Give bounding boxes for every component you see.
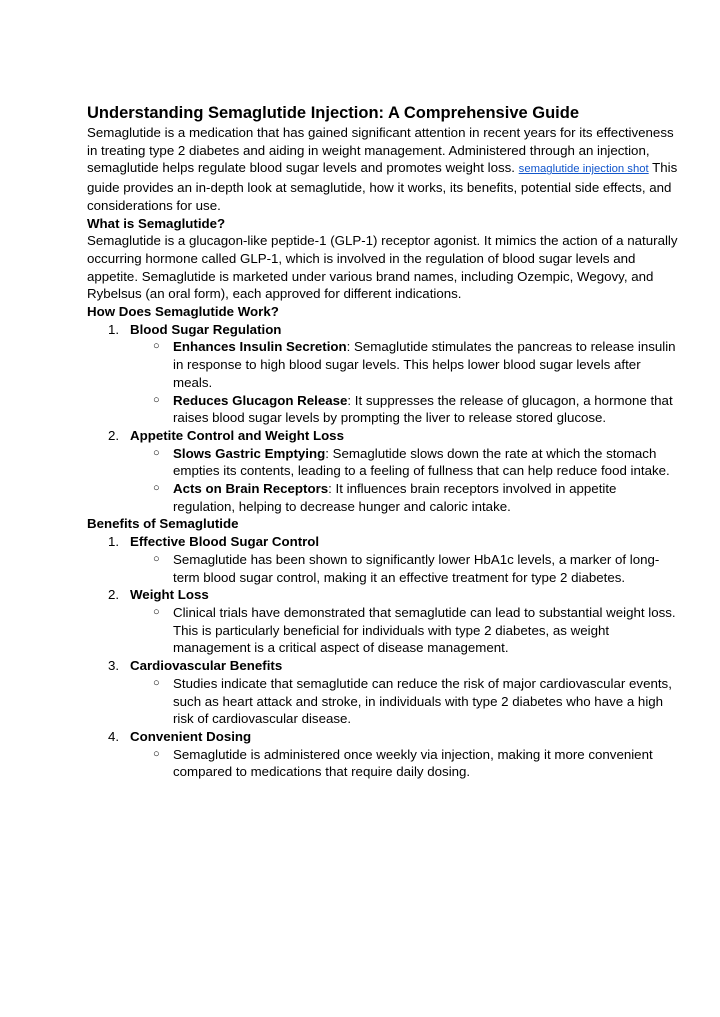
- sub-list-item: [130, 675, 680, 728]
- list-item-title: Effective Blood Sugar Control: [130, 534, 320, 550]
- hollow-bullet-icon: ○: [153, 552, 160, 565]
- list-number: 4.: [108, 728, 120, 744]
- list-item-title: Weight Loss: [130, 587, 209, 603]
- list-number: 1.: [108, 321, 120, 337]
- benefits-list: [87, 533, 680, 781]
- sub-item-text: Clinical trials have demonstrated that semaglutide can lead to substantial weight loss. This is particularly beneficial for individuals with type 2 diabetes, as weight management is a critical aspect of disease management.: [173, 604, 676, 656]
- list-item-title: Cardiovascular Benefits: [130, 658, 283, 674]
- list-number: 3.: [108, 658, 120, 674]
- list-item-title: Blood Sugar Regulation: [130, 321, 282, 337]
- hollow-bullet-icon: ○: [153, 340, 160, 353]
- sub-list-item: [130, 551, 680, 586]
- how-works-heading: How Does Semaglutide Work?: [87, 304, 279, 320]
- page-title: Understanding Semaglutide Injection: A Comprehensive Guide: [87, 104, 580, 122]
- sub-list-item: [130, 392, 680, 427]
- what-is-paragraph: Semaglutide is a glucagon-like peptide-1 (GLP-1) receptor agonist. It mimics the action of a naturally occurring hormone called GLP-1, which is involved in the regulation of blood sugar levels and appetite. Semaglutide is marketed under various brand names, including Ozempic, Wegovy, and Rybelsus (an oral form), each approved for different indications.: [87, 233, 678, 302]
- intro-text-start: Semaglutide is a medication that has gained significant attention in recent years for its effectiveness in treating type 2 diabetes and aiding in weight management. Administered through an injection, semaglutide helps regulate blood sugar levels and promotes weight loss.: [87, 125, 674, 176]
- list-item: [87, 533, 680, 586]
- what-is-heading: What is Semaglutide?: [87, 215, 226, 231]
- list-item-title: Convenient Dosing: [130, 728, 252, 744]
- sub-item-title: Acts on Brain Receptors: [173, 481, 329, 497]
- sub-item-text: : Semaglutide stimulates the pancreas to release insulin in response to high blood sugar levels. This helps lower blood sugar levels after meals.: [173, 339, 676, 390]
- sub-list-item: [130, 746, 680, 781]
- hollow-bullet-icon: ○: [153, 605, 160, 618]
- how-works-list: [87, 321, 680, 516]
- sub-item-text: Semaglutide is administered once weekly via injection, making it more convenient compared to medications that require daily dosing.: [173, 746, 653, 780]
- sub-list: [130, 675, 680, 728]
- sub-item-text: : It suppresses the release of glucagon, a hormone that raises blood sugar levels by prompting the liver to release stored glucose.: [173, 392, 673, 426]
- intro-paragraph: [87, 124, 680, 215]
- sub-list: [130, 551, 680, 586]
- list-number: 1.: [108, 534, 120, 550]
- sub-item-text: Semaglutide has been shown to significantly lower HbA1c levels, a marker of long-term blood sugar control, making it an effective treatment for type 2 diabetes.: [173, 551, 660, 585]
- semaglutide-injection-link[interactable]: semaglutide injection shot: [518, 163, 649, 176]
- sub-list-item: [130, 338, 680, 391]
- hollow-bullet-icon: ○: [153, 393, 160, 406]
- sub-list-item: [130, 445, 680, 480]
- intro-text-end: This guide provides an in-depth look at semaglutide, how it works, its benefits, potential side effects, and considerations for use.: [87, 160, 678, 213]
- sub-list: [130, 445, 680, 516]
- sub-list: [130, 746, 680, 781]
- list-item: [87, 586, 680, 657]
- sub-item-text: Studies indicate that semaglutide can reduce the risk of major cardiovascular events, such as heart attack and stroke, in individuals with type 2 diabetes who have a high risk of cardiovascular disease.: [173, 675, 672, 727]
- list-item: [87, 657, 680, 728]
- hollow-bullet-icon: ○: [153, 446, 160, 459]
- sub-item-title: Slows Gastric Emptying: [173, 445, 326, 461]
- sub-item-title: Reduces Glucagon Release: [173, 392, 348, 408]
- hollow-bullet-icon: ○: [153, 482, 160, 495]
- sub-list-item: [130, 604, 680, 657]
- list-item-title: Appetite Control and Weight Loss: [130, 427, 344, 443]
- hollow-bullet-icon: ○: [153, 747, 160, 760]
- benefits-heading: Benefits of Semaglutide: [87, 516, 239, 532]
- list-number: 2.: [108, 587, 120, 603]
- list-item: [87, 321, 680, 427]
- sub-item-title: Enhances Insulin Secretion: [173, 339, 347, 355]
- list-item: [87, 427, 680, 516]
- sub-item-text: : It influences brain receptors involved in appetite regulation, helping to decrease hunger and caloric intake.: [173, 481, 617, 514]
- sub-list-item: [130, 480, 680, 515]
- list-number: 2.: [108, 427, 120, 443]
- hollow-bullet-icon: ○: [153, 676, 160, 689]
- sub-list: [130, 604, 680, 657]
- sub-list: [130, 338, 680, 427]
- sub-item-text: : Semaglutide slows down the rate at which the stomach empties its contents, leading to a feeling of fullness that can help reduce food intake.: [173, 445, 670, 479]
- list-item: [87, 728, 680, 781]
